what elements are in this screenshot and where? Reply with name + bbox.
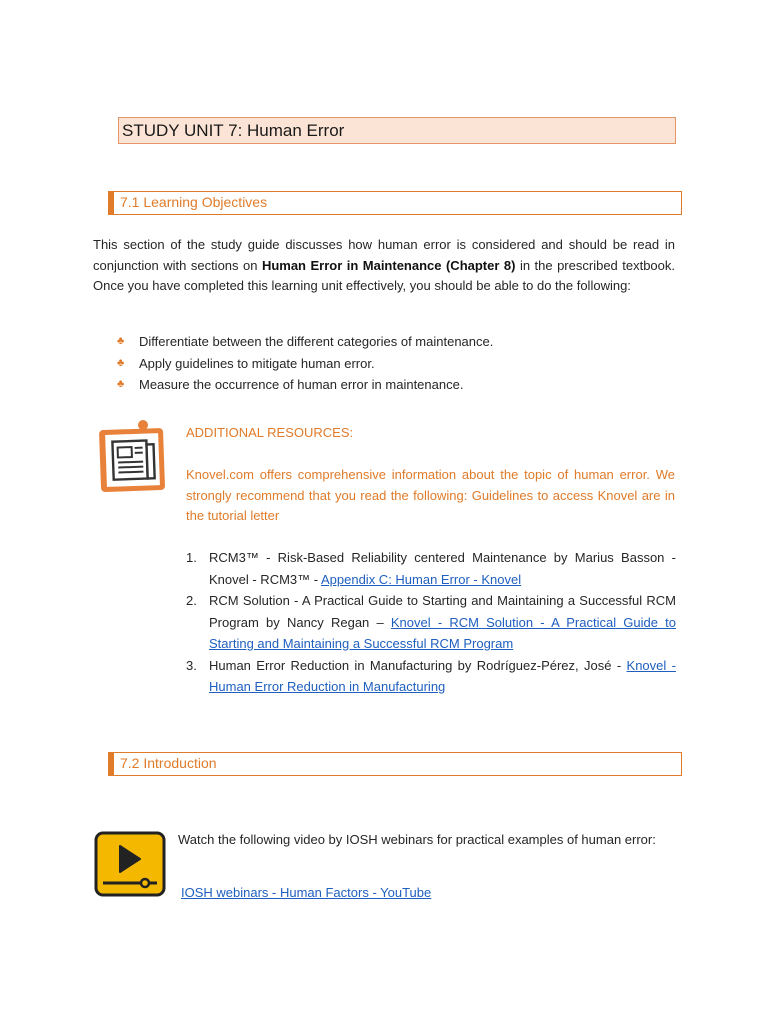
list-item [186, 547, 676, 590]
list-item [117, 353, 493, 375]
list-number: 3. [186, 657, 197, 673]
video-description: Watch the following video by IOSH webinars for practical examples of human error: [178, 832, 656, 847]
objective-text: Apply guidelines to mitigate human error. [139, 355, 375, 371]
list-item [186, 655, 676, 698]
club-bullet-icon: ♣ [117, 378, 125, 390]
resource-link-appendix-c[interactable]: Appendix C: Human Error - Knovel [320, 571, 522, 587]
objectives-list [117, 331, 493, 396]
resources-list [186, 547, 676, 698]
intro-text-1: This section of the study guide discusses how human error is considered and should be read in conjunction with sections on [93, 237, 675, 273]
club-bullet-icon: ♣ [117, 356, 125, 369]
section-heading-learning-objectives: 7.1 Learning Objectives [108, 191, 682, 215]
resource-link-rcm-solution[interactable]: Knovel - RCM Solution - A Practical Guide to Starting and Maintaining a Successful RCM Program [209, 614, 676, 651]
list-number: 1. [186, 550, 197, 565]
list-number: 2. [186, 593, 197, 608]
list-item [117, 331, 493, 353]
objective-text: Differentiate between the different categories of maintenance. [139, 334, 494, 349]
club-bullet-icon: ♣ [117, 335, 125, 347]
intro-paragraph [93, 235, 675, 297]
resource-text: RCM3™ - Risk-Based Reliability centered Maintenance by Marius Basson - Knovel - RCM3™ - [209, 550, 676, 587]
section-heading-introduction: 7.2 Introduction [108, 752, 682, 776]
unit-title: STUDY UNIT 7: Human Error [118, 117, 676, 144]
additional-resources-text: Knovel.com offers comprehensive information about the topic of human error. We strongly recommend that you read the following: Guidelines to access Knovel are in the tutorial letter [186, 467, 675, 523]
resource-link-human-error-reduction[interactable]: Knovel - Human Error Reduction in Manufacturing [209, 657, 676, 694]
list-item [186, 590, 676, 655]
additional-resources-heading: ADDITIONAL RESOURCES: [186, 425, 354, 440]
resource-text: RCM Solution - A Practical Guide to Starting and Maintaining a Successful RCM Program by Nancy Regan – [209, 593, 676, 630]
video-play-icon [93, 830, 167, 898]
resource-text: Human Error Reduction in Manufacturing by Rodríguez-Pérez, José - [209, 657, 627, 673]
intro-bold-text: Human Error in Maintenance (Chapter 8) [261, 257, 516, 273]
newspaper-icon [97, 419, 169, 495]
intro-text-2: in the prescribed textbook. Once you have completed this learning unit effectively, you should be able to do the following: [93, 257, 676, 293]
video-link-iosh-webinars[interactable]: IOSH webinars - Human Factors - YouTube [181, 885, 432, 900]
objective-text: Measure the occurrence of human error in maintenance. [139, 377, 464, 392]
list-item [117, 374, 493, 396]
